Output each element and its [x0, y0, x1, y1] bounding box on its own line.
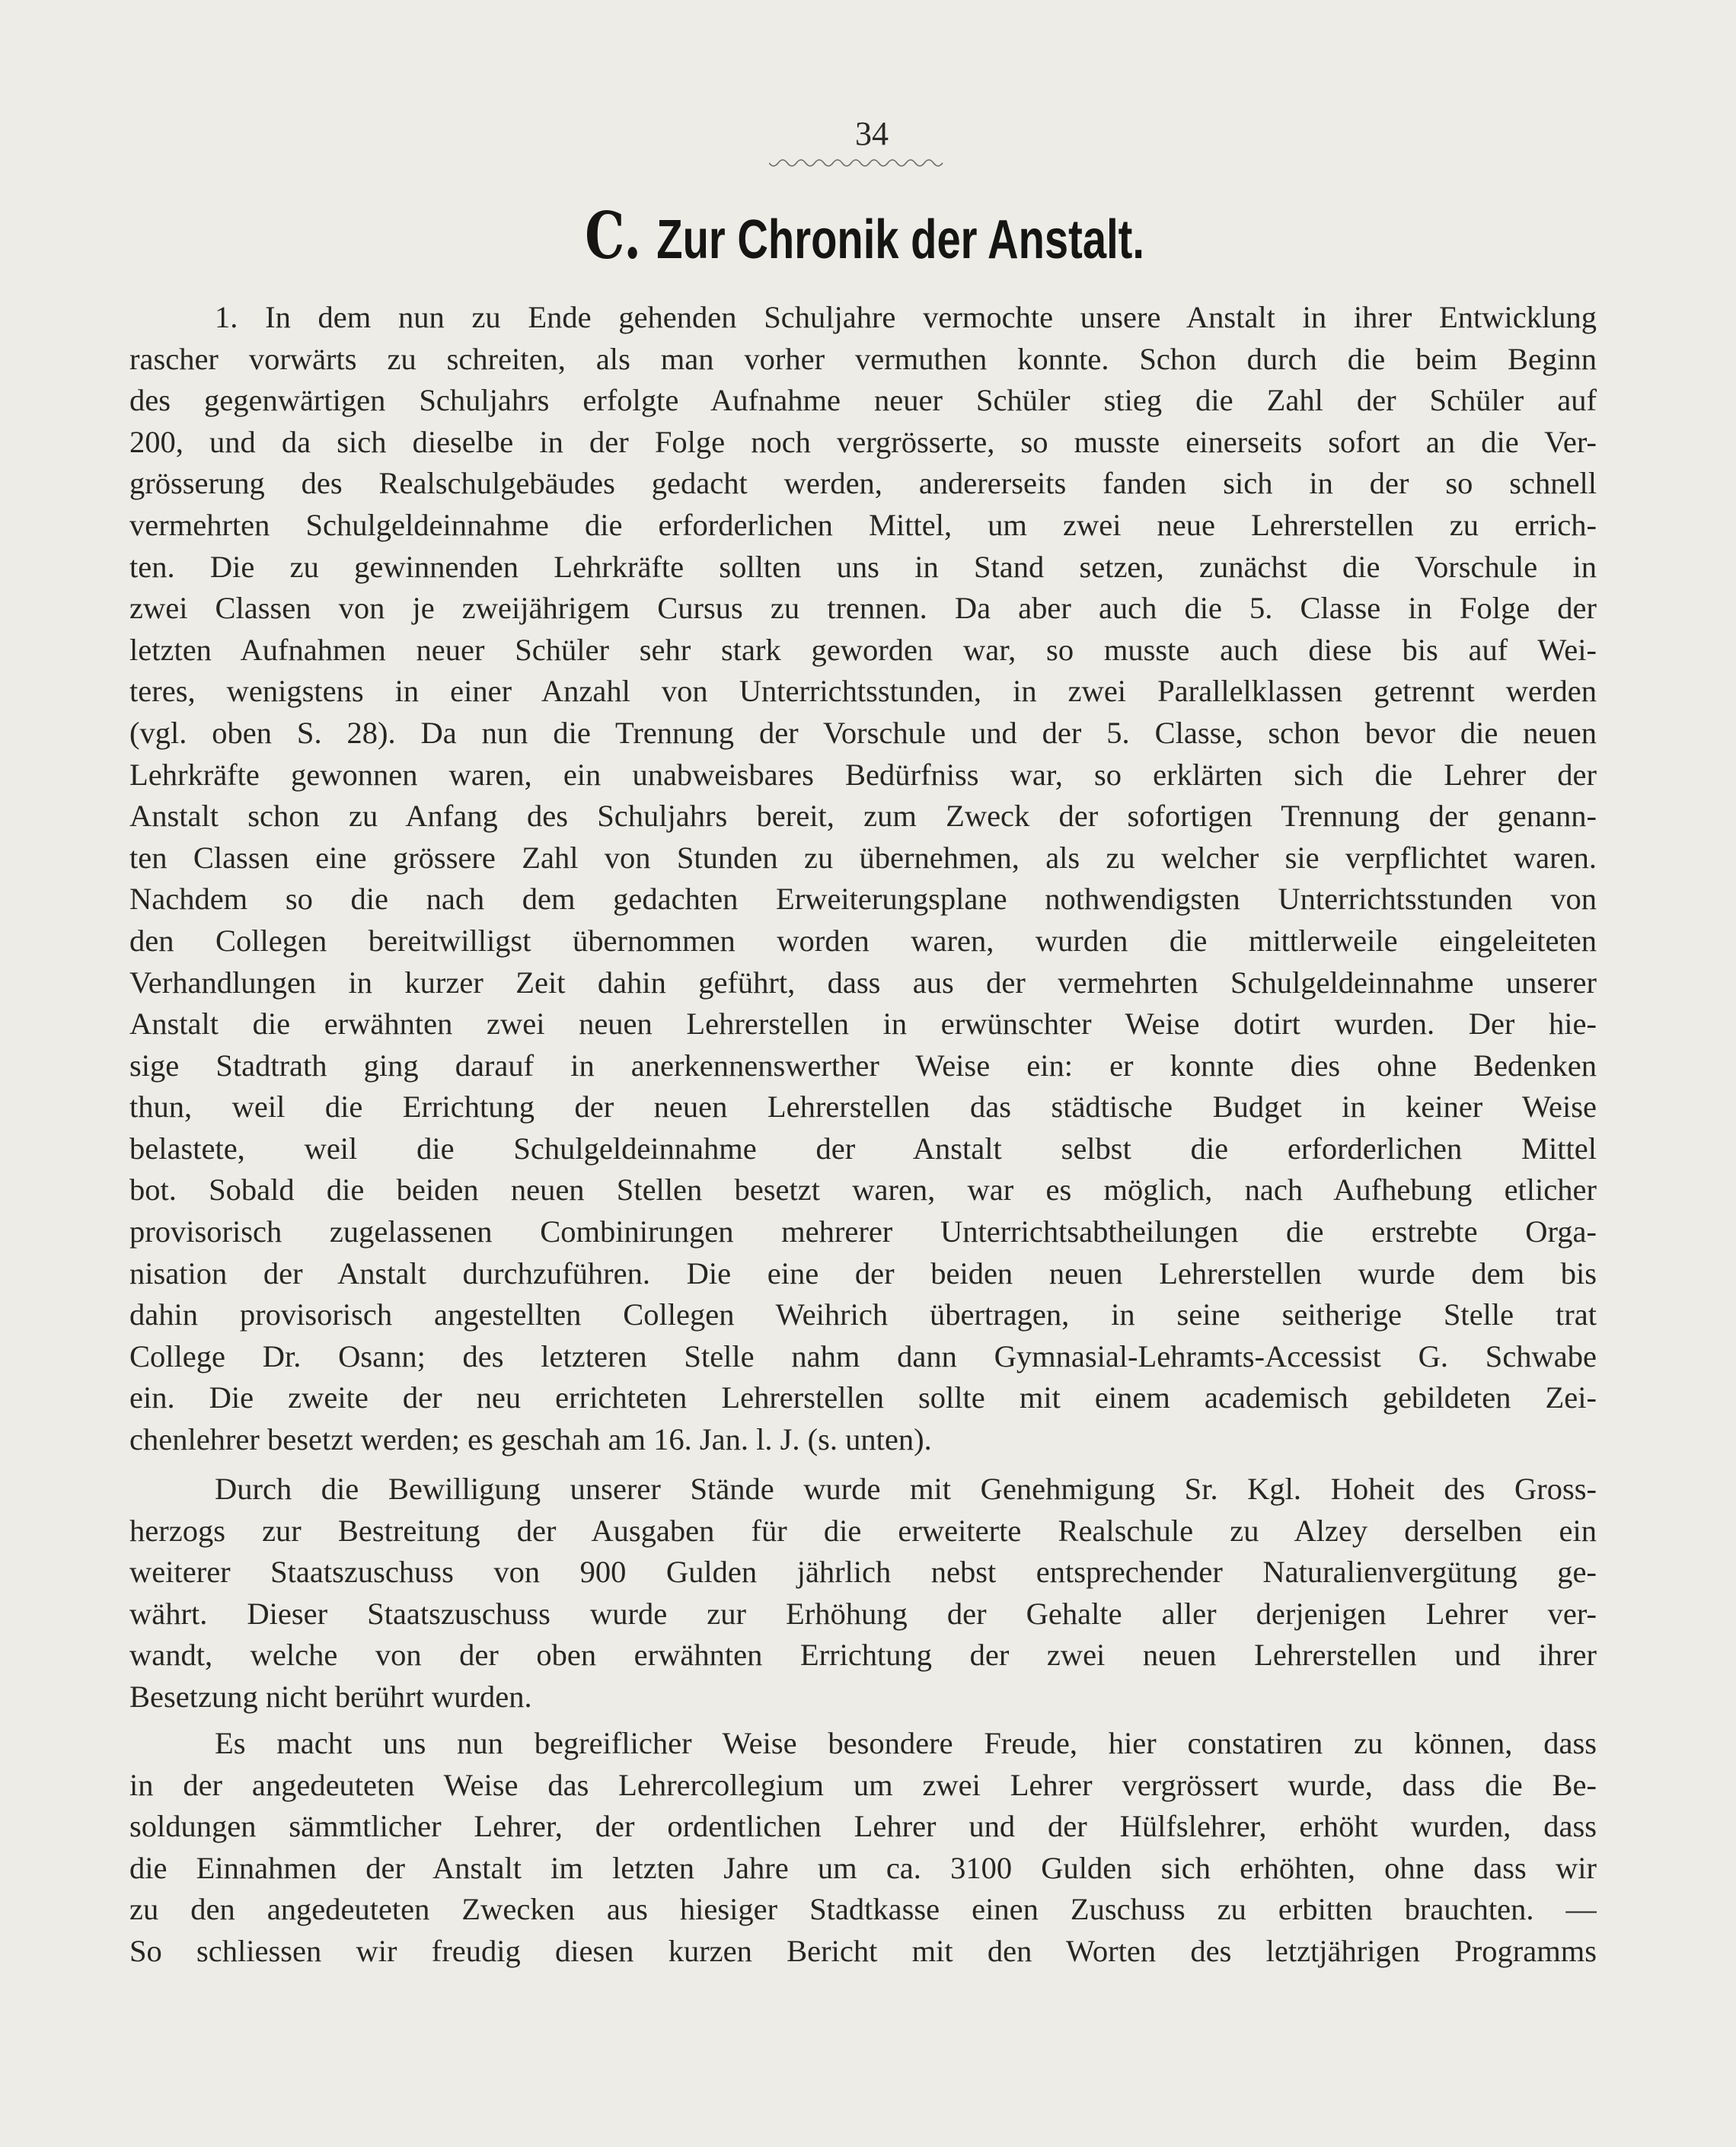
text-line: rascher vorwärts zu schreiten, als man vorher vermuthen konnte. Schon durch die beim Beginn: [129, 341, 1597, 376]
text-line: (vgl. oben S. 28). Da nun die Trennung der Vorschule und der 5. Classe, schon bevor die neuen: [129, 715, 1597, 750]
section-heading: [187, 198, 1541, 273]
text-line: dahin provisorisch angestellten Collegen Weihrich übertragen, in seine seitherige Stelle trat: [129, 1297, 1597, 1332]
text-line: thun, weil die Errichtung der neuen Lehrerstellen das städtische Budget in keiner Weise: [129, 1089, 1597, 1125]
text-line: 1. In dem nun zu Ende gehenden Schuljahre vermochte unsere Anstalt in ihrer Entwicklung: [215, 300, 1597, 334]
paragraph-state-subsidy: [129, 1469, 1597, 1718]
text-line: soldungen sämmtlicher Lehrer, der ordentlichen Lehrer und der Hülfslehrer, erhöht wurden, dass: [129, 1809, 1597, 1844]
text-line: Besetzung nicht berührt wurden.: [129, 1679, 532, 1714]
text-line: zwei Classen von je zweijährigem Cursus zu trennen. Da aber auch die 5. Classe in Folge der: [129, 591, 1597, 626]
text-line: Verhandlungen in kurzer Zeit dahin geführt, dass aus der vermehrten Schulgeldeinnahme unserer: [129, 965, 1597, 1000]
text-line: weiterer Staatszuschuss von 900 Gulden jährlich nebst entsprechender Naturalienvergütung ge-: [129, 1555, 1597, 1590]
text-line: ein. Die zweite der neu errichteten Lehrerstellen sollte mit einem academisch gebildeten Zei-: [129, 1380, 1597, 1415]
text-line: Es macht uns nun begreiflicher Weise besondere Freude, hier constatiren zu können, dass: [215, 1726, 1597, 1760]
text-line: 200, und da sich dieselbe in der Folge noch vergrösserte, so musste einerseits sofort an die Ver-: [129, 424, 1597, 459]
text-line: Durch die Bewilligung unserer Stände wurde mit Genehmigung Sr. Kgl. Hoheit des Gross-: [215, 1472, 1597, 1506]
text-line: bot. Sobald die beiden neuen Stellen besetzt waren, war es möglich, nach Aufhebung etlicher: [129, 1172, 1597, 1207]
page-number: 34: [855, 115, 889, 152]
text-line: College Dr. Osann; des letzteren Stelle nahm dann Gymnasial-Lehramts-Accessist G. Schwabe: [129, 1338, 1597, 1373]
text-line: herzogs zur Bestreitung der Ausgaben für die erweiterte Realschule zu Alzey derselben ein: [129, 1513, 1597, 1548]
text-line: ten Classen eine grössere Zahl von Stunden zu übernehmen, als zu welcher sie verpflichtet waren.: [129, 840, 1597, 875]
text-line: chenlehrer besetzt werden; es geschah am 16. Jan. l. J. (s. unten).: [129, 1422, 932, 1457]
text-line: ten. Die zu gewinnenden Lehrkräfte sollten uns in Stand setzen, zunächst die Vorschule in: [129, 549, 1597, 584]
text-line: grösserung des Realschulgebäudes gedacht werden, andererseits fanden sich in der so schnell: [129, 466, 1597, 501]
text-line: Lehrkräfte gewonnen waren, ein unabweisbares Bedürfniss war, so erklärten sich die Lehrer der: [129, 757, 1597, 792]
text-line: des gegenwärtigen Schuljahrs erfolgte Aufnahme neuer Schüler stieg die Zahl der Schüler auf: [129, 383, 1597, 418]
text-line: letzten Aufnahmen neuer Schüler sehr stark geworden war, so musste auch diese bis auf Wei-: [129, 632, 1597, 667]
text-line: Anstalt die erwähnten zwei neuen Lehrerstellen in erwünschter Weise dotirt wurden. Der hie-: [129, 1007, 1597, 1042]
text-line: provisorisch zugelassenen Combinirungen mehrerer Unterrichtsabtheilungen die erstrebte Orga-: [129, 1214, 1597, 1249]
paragraph-closing-remarks: [129, 1723, 1597, 1973]
text-line: den Collegen bereitwilligst übernommen worden waren, wurden die mittlerweile eingeleiteten: [129, 923, 1597, 958]
wave-ornament: [769, 158, 948, 172]
text-line: währt. Dieser Staatszuschuss wurde zur Erhöhung der Gehalte aller derjenigen Lehrer ver-: [129, 1596, 1597, 1631]
text-line: vermehrten Schulgeldeinnahme die erforderlichen Mittel, um zwei neue Lehrerstellen zu errich-: [129, 507, 1597, 542]
text-line: So schliessen wir freudig diesen kurzen Bericht mit den Worten des letztjährigen Programms: [129, 1933, 1597, 1968]
text-line: die Einnahmen der Anstalt im letzten Jahre um ca. 3100 Gulden sich erhöhten, ohne dass wir: [129, 1850, 1597, 1885]
text-line: sige Stadtrath ging darauf in anerkennenswerther Weise ein: er konnte dies ohne Bedenken: [129, 1048, 1597, 1083]
text-line: zu den angedeuteten Zwecken aus hiesiger Stadtkasse einen Zuschuss zu erbitten brauchten. —: [129, 1892, 1597, 1927]
text-line: belastete, weil die Schulgeldeinnahme der Anstalt selbst die erforderlichen Mittel: [129, 1131, 1597, 1166]
section-letter: C.: [585, 198, 642, 273]
text-line: Anstalt schon zu Anfang des Schuljahrs bereit, zum Zweck der sofortigen Trennung der genann-: [129, 799, 1597, 834]
section-title: Zur Chronik der Anstalt.: [656, 209, 1144, 270]
text-line: teres, wenigstens in einer Anzahl von Unterrichtsstunden, in zwei Parallelklassen getrennt werden: [129, 674, 1597, 709]
text-line: Nachdem so die nach dem gedachten Erweiterungsplane nothwendigsten Unterrichtsstunden von: [129, 882, 1597, 917]
text-line: in der angedeuteten Weise das Lehrercollegium um zwei Lehrer vergrössert wurde, dass die Be-: [129, 1767, 1597, 1802]
text-line: nisation der Anstalt durchzuführen. Die eine der beiden neuen Lehrerstellen wurde dem bis: [129, 1255, 1597, 1290]
paragraph-staff-expansion: [129, 297, 1597, 1461]
text-line: wandt, welche von der oben erwähnten Errichtung der zwei neuen Lehrerstellen und ihrer: [129, 1638, 1597, 1673]
